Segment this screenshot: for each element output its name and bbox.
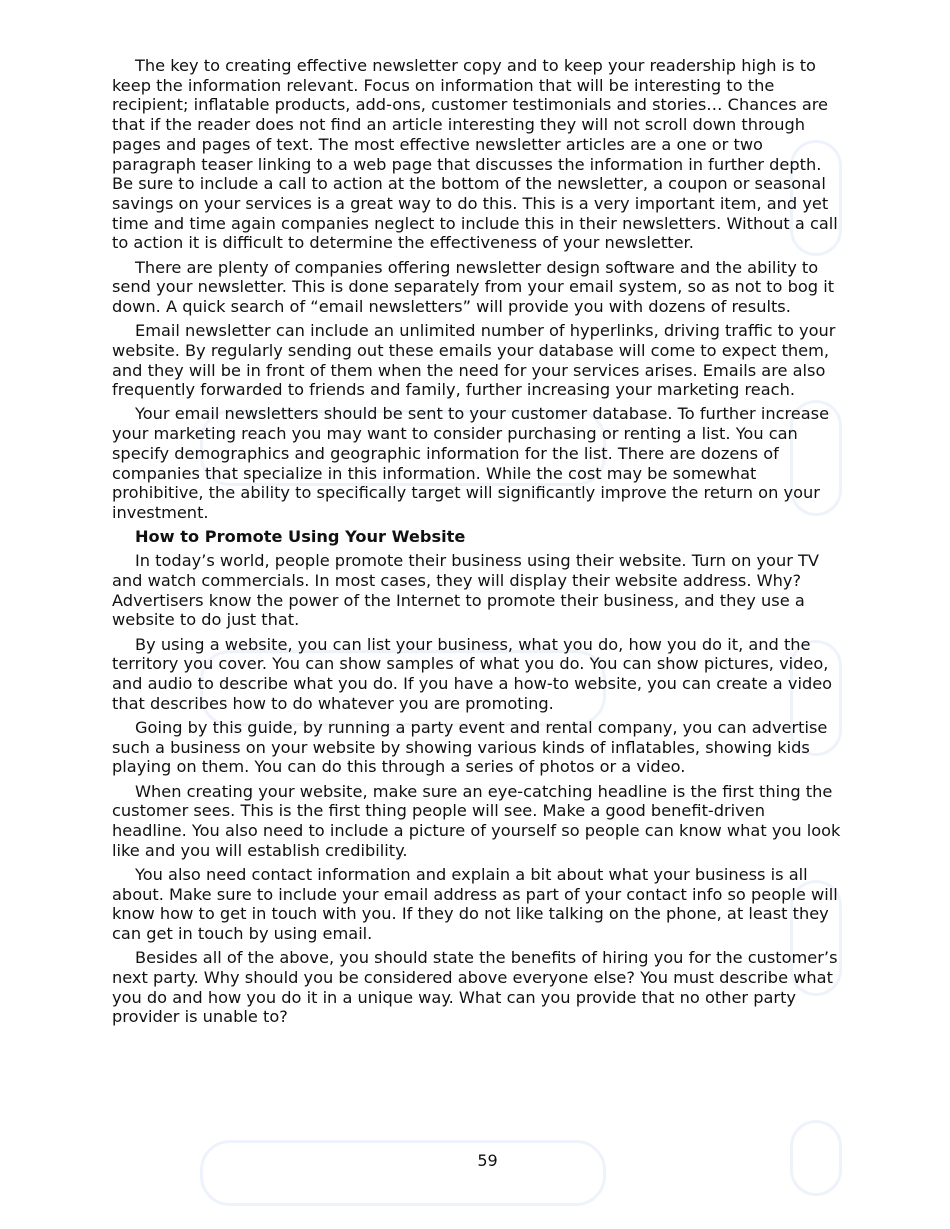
paragraph-newsletter-database: Your email newsletters should be sent to your customer database. To further increase your marketing reach you may want to consider purchasing or renting a list. You can specify demographics and geographic information for the list. There are dozens of companies that specialize in this information. While the cost may be somewhat prohibitive, the ability to specifically target will significantly improve the return on your investment. <box>112 404 830 522</box>
watermark-shape <box>200 1140 606 1206</box>
section-heading: How to Promote Using Your Website <box>135 527 466 547</box>
paragraph-newsletter-copy: The key to creating effective newsletter copy and to keep your readership high is to keep the information relevant. Focus on information that will be interesting to the recipient; inflatable products, add-ons, customer testimonials and stories… Chances are that if the reader does not find an article interesting they will not scroll down through pages and pages of text. The most effective newsletter articles are a one or two paragraph teaser linking to a web page that discusses the information in further depth. Be sure to include a call to action at the bottom of the newsletter, a coupon or seasonal savings on your services is a great way to do this. This is a very important item, and yet time and time again companies neglect to include this in their newsletters. Without a call to action it is difficult to determine the effectiveness of your newsletter. <box>112 56 838 253</box>
page-body <box>112 56 842 1032</box>
paragraph-website-promotion: In today’s world, people promote their business using their website. Turn on your TV and watch commercials. In most cases, they will display their website address. Why? Advertisers know the power of the Internet to promote their business, and they use a website to do just that. <box>112 551 819 630</box>
paragraph-website-benefits: Besides all of the above, you should state the benefits of hiring you for the customer’s next party. Why should you be considered above everyone else? You must describe what you do and how you do it in a unique way. What can you provide that no other party provider is unable to? <box>112 948 838 1027</box>
paragraph-website-inflatables: Going by this guide, by running a party event and rental company, you can advertise such a business on your website by showing various kinds of inflatables, showing kids playing on them. You can do this through a series of photos or a video. <box>112 718 828 777</box>
page-number: 59 <box>477 1151 498 1170</box>
paragraph-website-listing: By using a website, you can list your business, what you do, how you do it, and the territory you cover. You can show samples of what you do. You can show pictures, video, and audio to describe what you do. If you have a how-to website, you can create a video that describes how to do whatever you are promoting. <box>112 634 833 713</box>
paragraph-website-headline: When creating your website, make sure an eye-catching headline is the first thing the customer sees. This is the first thing people will see. Make a good benefit-driven headline. You also need to include a picture of yourself so people can know what you look like and you will establish credibility. <box>112 781 841 860</box>
paragraph-newsletter-software: There are plenty of companies offering newsletter design software and the ability to send your newsletter. This is done separately from your email system, so as not to bog it down. A quick search of “email newsletters” will provide you with dozens of results. <box>112 257 835 316</box>
paragraph-website-contact: You also need contact information and explain a bit about what your business is all about. Make sure to include your email address as part of your contact info so people will know how to get in touch with you. If they do not like talking on the phone, at least they can get in touch by using email. <box>112 864 838 944</box>
paragraph-newsletter-hyperlinks: Email newsletter can include an unlimited number of hyperlinks, driving traffic to your website. By regularly sending out these emails your database will come to expect them, and they will be in front of them when the need for your services arises. Emails are also frequently forwarded to friends and family, further increasing your marketing reach. <box>112 321 836 400</box>
